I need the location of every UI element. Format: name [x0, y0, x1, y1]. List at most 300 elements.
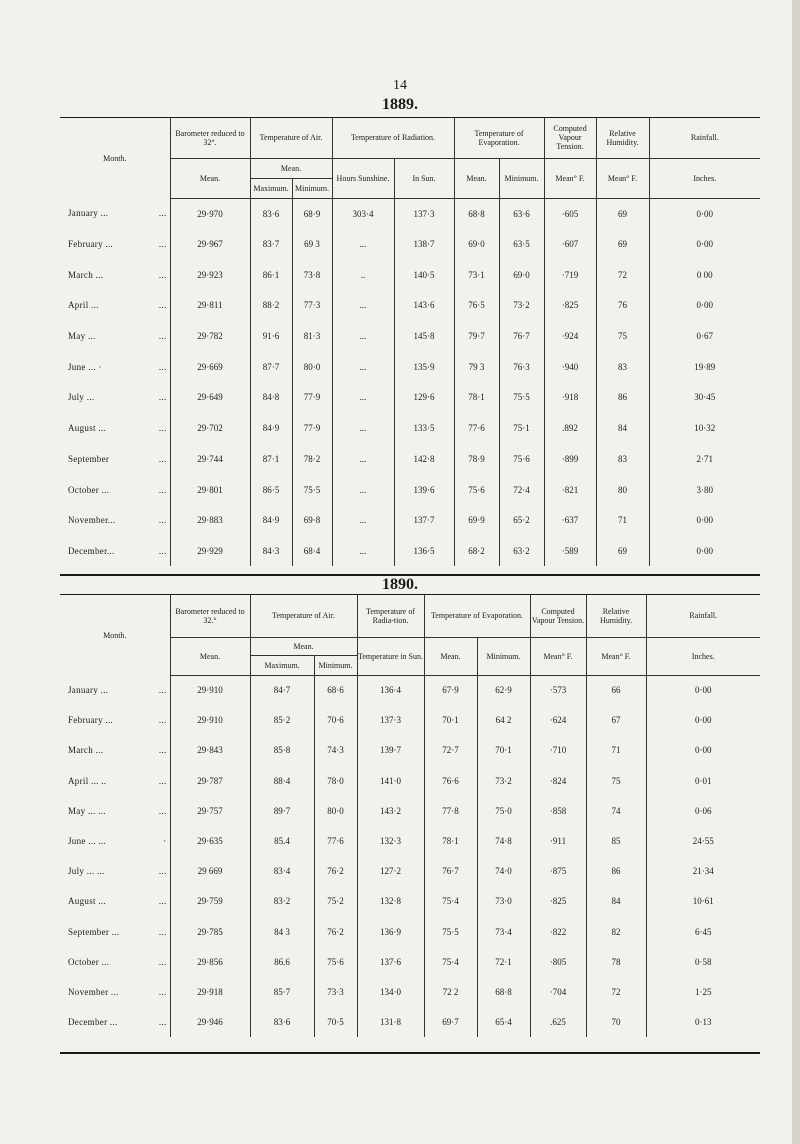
table-row — [60, 536, 760, 567]
table-row — [60, 444, 760, 475]
min-cell: 78·2 — [292, 444, 332, 475]
header-radiation: Temperature of Radia-tion. — [357, 595, 424, 637]
month-label: November ... — [68, 986, 119, 997]
rain-cell: 0·58 — [695, 956, 712, 967]
leader-dots: ... — [158, 239, 167, 250]
month-label: July ... ... — [68, 866, 105, 877]
vapour-cell: ·805 — [530, 947, 586, 977]
in-sun-cell: 139·6 — [394, 474, 454, 505]
evap-min-cell: 74·8 — [477, 826, 530, 856]
humidity-cell: 69 — [596, 198, 649, 229]
min-cell: 76·2 — [314, 917, 357, 947]
evap-min-cell: 73·2 — [499, 290, 544, 321]
header-evap-mean: Mean. — [454, 158, 499, 198]
leader-dots: ... — [158, 484, 167, 495]
vapour-cell: ·940 — [544, 351, 596, 382]
header-vapour: Computed Vapour Tension. — [544, 118, 596, 158]
month-cell — [60, 886, 170, 916]
table-row — [60, 977, 760, 1007]
month-label: December ... — [68, 1017, 118, 1028]
vapour-cell: ·825 — [530, 886, 586, 916]
in-sun-cell: 142·8 — [394, 444, 454, 475]
evap-mean-cell: 72 2 — [424, 977, 477, 1007]
evap-min-cell: 64 2 — [477, 705, 530, 735]
in-sun-cell: 141·0 — [357, 766, 424, 796]
header-temp-air: Temperature of Air. — [250, 118, 332, 158]
header-temp-in-sun: Temperature in Sun. — [357, 637, 424, 675]
table-row — [60, 675, 760, 705]
header-minimum: Minimum. — [314, 655, 357, 675]
header-rainfall: Rainfall. — [649, 118, 760, 158]
evap-min-cell: 75·6 — [499, 444, 544, 475]
humidity-cell: 83 — [596, 444, 649, 475]
sun-hours-cell: ... — [332, 444, 394, 475]
table-row — [60, 917, 760, 947]
month-label: March ... — [68, 745, 104, 756]
in-sun-cell: 137·6 — [357, 947, 424, 977]
min-cell: 77·3 — [292, 290, 332, 321]
vapour-cell: ·624 — [530, 705, 586, 735]
in-sun-cell: 137·3 — [357, 705, 424, 735]
humidity-cell: 78 — [586, 947, 646, 977]
leader-dots: ... — [158, 745, 167, 756]
baro-cell: 29·759 — [170, 886, 250, 916]
evap-mean-cell: 79 3 — [454, 351, 499, 382]
year-heading-1890: 1890. — [382, 576, 418, 593]
header-maximum: Maximum. — [250, 655, 314, 675]
month-label: May ... ... — [68, 805, 106, 816]
month-cell — [60, 536, 170, 567]
max-cell: 85·2 — [250, 705, 314, 735]
month-cell — [60, 796, 170, 826]
max-cell: 84·9 — [250, 505, 292, 536]
table-1889 — [60, 118, 760, 566]
evap-mean-cell: 73·1 — [454, 259, 499, 290]
header-in-sun: In Sun. — [394, 158, 454, 198]
mid-rule — [60, 574, 760, 576]
sun-hours-cell: 303·4 — [332, 198, 394, 229]
leader-dots: ... — [158, 896, 167, 907]
humidity-cell: 82 — [586, 917, 646, 947]
leader-dots: ... — [158, 866, 167, 877]
table-row — [60, 413, 760, 444]
in-sun-cell: 136·5 — [394, 536, 454, 567]
humidity-cell: 83 — [596, 351, 649, 382]
month-cell — [60, 229, 170, 260]
humidity-cell: 70 — [586, 1007, 646, 1037]
leader-dots: ... — [158, 208, 167, 219]
sun-hours-cell: ... — [332, 413, 394, 444]
header-rainfall: Rainfall. — [646, 595, 760, 637]
header-maximum: Maximum. — [250, 178, 292, 198]
vapour-cell: ·821 — [544, 474, 596, 505]
evap-min-cell: 65·4 — [477, 1007, 530, 1037]
rain-cell: 0·13 — [695, 1017, 712, 1028]
month-label: October ... — [68, 484, 110, 495]
baro-cell: 29·929 — [170, 536, 250, 567]
leader-dots: ... — [158, 515, 167, 526]
humidity-cell: 84 — [586, 886, 646, 916]
month-label: January ... — [68, 685, 109, 696]
month-cell — [60, 1007, 170, 1037]
evap-mean-cell: 76·5 — [454, 290, 499, 321]
humidity-cell: 75 — [586, 766, 646, 796]
baro-cell: 29·801 — [170, 474, 250, 505]
header-baro-mean: Mean. — [170, 158, 250, 198]
max-cell: 84·7 — [250, 675, 314, 705]
evap-mean-cell: 75·4 — [424, 886, 477, 916]
evap-min-cell: 73·0 — [477, 886, 530, 916]
humidity-cell: 86 — [586, 856, 646, 886]
rain-cell: 0·06 — [695, 805, 712, 816]
min-cell: 68·9 — [292, 198, 332, 229]
month-cell — [60, 766, 170, 796]
evap-min-cell: 72·1 — [477, 947, 530, 977]
humidity-cell: 85 — [586, 826, 646, 856]
evap-min-cell: 62·9 — [477, 675, 530, 705]
leader-dots: ... — [158, 361, 167, 372]
max-cell: 84·3 — [250, 536, 292, 567]
rain-cell: 0·00 — [696, 239, 714, 250]
month-cell — [60, 198, 170, 229]
table-1890 — [60, 595, 760, 1037]
humidity-cell: 69 — [596, 229, 649, 260]
baro-cell: 29·883 — [170, 505, 250, 536]
in-sun-cell: 136·4 — [357, 675, 424, 705]
vapour-cell: ·825 — [544, 290, 596, 321]
in-sun-cell: 134·0 — [357, 977, 424, 1007]
evap-mean-cell: 76·7 — [424, 856, 477, 886]
evap-mean-cell: 75·4 — [424, 947, 477, 977]
in-sun-cell: 145·8 — [394, 321, 454, 352]
min-cell: 81·3 — [292, 321, 332, 352]
rain-cell: 0 00 — [696, 269, 713, 280]
evap-min-cell: 73·2 — [477, 766, 530, 796]
vapour-cell: ·719 — [544, 259, 596, 290]
month-cell — [60, 444, 170, 475]
humidity-cell: 71 — [586, 735, 646, 765]
sun-hours-cell: ... — [332, 536, 394, 567]
evap-mean-cell: 75·6 — [454, 474, 499, 505]
rain-cell: 19·89 — [694, 361, 716, 372]
month-label: November... — [68, 515, 116, 526]
baro-cell: 29 669 — [170, 856, 250, 886]
max-cell: 85.4 — [250, 826, 314, 856]
header-humidity: Relative Humidity. — [586, 595, 646, 637]
rain-cell: 0·67 — [696, 331, 714, 342]
evap-mean-cell: 72·7 — [424, 735, 477, 765]
max-cell: 84·9 — [250, 413, 292, 444]
vapour-cell: ·589 — [544, 536, 596, 567]
rain-cell: 0·01 — [695, 775, 712, 786]
min-cell: 80·0 — [314, 796, 357, 826]
header-air-mean: Mean. — [250, 158, 332, 178]
evap-min-cell: 75·0 — [477, 796, 530, 826]
max-cell: 84·8 — [250, 382, 292, 413]
max-cell: 88·2 — [250, 290, 292, 321]
evap-min-cell: 76·3 — [499, 351, 544, 382]
max-cell: 83·2 — [250, 886, 314, 916]
month-cell — [60, 977, 170, 1007]
min-cell: 69·8 — [292, 505, 332, 536]
baro-cell: 29·946 — [170, 1007, 250, 1037]
vapour-cell: ·637 — [544, 505, 596, 536]
max-cell: 83·6 — [250, 198, 292, 229]
month-label: April ... .. — [68, 775, 107, 786]
month-cell — [60, 259, 170, 290]
evap-min-cell: 69·0 — [499, 259, 544, 290]
in-sun-cell: 143·2 — [357, 796, 424, 826]
evap-mean-cell: 69·9 — [454, 505, 499, 536]
month-cell — [60, 856, 170, 886]
table-row — [60, 796, 760, 826]
in-sun-cell: 137·3 — [394, 198, 454, 229]
month-cell — [60, 290, 170, 321]
min-cell: 74·3 — [314, 735, 357, 765]
month-cell — [60, 321, 170, 352]
min-cell: 68·4 — [292, 536, 332, 567]
max-cell: 85·7 — [250, 977, 314, 1007]
header-barometer: Barometer reduced to 32°. — [170, 118, 250, 158]
table-row — [60, 351, 760, 382]
table-row — [60, 259, 760, 290]
baro-cell: 29·757 — [170, 796, 250, 826]
baro-cell: 29·702 — [170, 413, 250, 444]
in-sun-cell: 129·6 — [394, 382, 454, 413]
rain-cell: 2·71 — [696, 453, 714, 464]
vapour-cell: .892 — [544, 413, 596, 444]
header-rainfall-sub: Inches. — [646, 637, 760, 675]
max-cell: 84 3 — [250, 917, 314, 947]
vapour-cell: ·911 — [530, 826, 586, 856]
month-label: September — [68, 453, 110, 464]
min-cell: 77·9 — [292, 413, 332, 444]
table-row — [60, 735, 760, 765]
min-cell: 69 3 — [292, 229, 332, 260]
month-label: April ... — [68, 300, 99, 311]
leader-dots: ... — [158, 331, 167, 342]
month-cell — [60, 917, 170, 947]
evap-min-cell: 63·2 — [499, 536, 544, 567]
rain-cell: 21·34 — [692, 866, 714, 877]
table-row — [60, 321, 760, 352]
rain-cell: 3·80 — [696, 484, 714, 495]
min-cell: 75·6 — [314, 947, 357, 977]
sun-hours-cell: ... — [332, 290, 394, 321]
month-cell — [60, 947, 170, 977]
rain-cell: 1·25 — [695, 986, 712, 997]
table-row — [60, 474, 760, 505]
in-sun-cell: 127·2 — [357, 856, 424, 886]
humidity-cell: 69 — [596, 536, 649, 567]
max-cell: 87·7 — [250, 351, 292, 382]
sun-hours-cell: ... — [332, 321, 394, 352]
evap-mean-cell: 79·7 — [454, 321, 499, 352]
baro-cell: 29·910 — [170, 705, 250, 735]
max-cell: 86·5 — [250, 474, 292, 505]
vapour-cell: ·573 — [530, 675, 586, 705]
evap-mean-cell: 78·1 — [454, 382, 499, 413]
page-edge — [792, 0, 800, 1144]
evap-mean-cell: 67·9 — [424, 675, 477, 705]
month-label: September ... — [68, 926, 120, 937]
rain-cell: 0·00 — [695, 685, 712, 696]
header-month: Month. — [60, 118, 170, 198]
month-label: May ... — [68, 331, 96, 342]
max-cell: 91·6 — [250, 321, 292, 352]
evap-min-cell: 76·7 — [499, 321, 544, 352]
month-label: January ... — [68, 208, 109, 219]
leader-dots: ... — [158, 423, 167, 434]
evap-mean-cell: 78·1 — [424, 826, 477, 856]
month-label: July ... — [68, 392, 95, 403]
humidity-cell: 74 — [586, 796, 646, 826]
page-number: 14 — [393, 78, 407, 93]
evap-min-cell: 63·6 — [499, 198, 544, 229]
leader-dots: ... — [158, 715, 167, 726]
sun-hours-cell: ... — [332, 382, 394, 413]
leader-dots: ... — [158, 1017, 167, 1028]
table-row — [60, 856, 760, 886]
month-cell — [60, 382, 170, 413]
evap-mean-cell: 77·6 — [454, 413, 499, 444]
baro-cell: 29·744 — [170, 444, 250, 475]
vapour-cell: ·710 — [530, 735, 586, 765]
evap-mean-cell: 70·1 — [424, 705, 477, 735]
table-row — [60, 886, 760, 916]
month-label: June ... ... — [68, 836, 107, 847]
header-air-mean: Mean. — [250, 637, 357, 655]
max-cell: 83·4 — [250, 856, 314, 886]
leader-dots: ... — [158, 775, 167, 786]
month-label: August ... — [68, 423, 107, 434]
max-cell: 83·7 — [250, 229, 292, 260]
month-cell — [60, 826, 170, 856]
in-sun-cell: 140·5 — [394, 259, 454, 290]
baro-cell: 29·970 — [170, 198, 250, 229]
in-sun-cell: 143·6 — [394, 290, 454, 321]
sun-hours-cell: ... — [332, 351, 394, 382]
humidity-cell: 72 — [586, 977, 646, 1007]
month-cell — [60, 735, 170, 765]
evap-min-cell: 68·8 — [477, 977, 530, 1007]
humidity-cell: 75 — [596, 321, 649, 352]
evap-mean-cell: 68·8 — [454, 198, 499, 229]
max-cell: 85·8 — [250, 735, 314, 765]
max-cell: 86·1 — [250, 259, 292, 290]
min-cell: 80·0 — [292, 351, 332, 382]
table-row — [60, 198, 760, 229]
humidity-cell: 76 — [596, 290, 649, 321]
sun-hours-cell: ... — [332, 229, 394, 260]
table-row — [60, 505, 760, 536]
table-row — [60, 290, 760, 321]
rain-cell: 24·55 — [692, 836, 714, 847]
min-cell: 77·6 — [314, 826, 357, 856]
rain-cell: 0·00 — [696, 208, 714, 219]
in-sun-cell: 131·8 — [357, 1007, 424, 1037]
humidity-cell: 67 — [586, 705, 646, 735]
min-cell: 70·5 — [314, 1007, 357, 1037]
rain-cell: 0·00 — [695, 745, 712, 756]
table-row — [60, 382, 760, 413]
evap-mean-cell: 78·9 — [454, 444, 499, 475]
baro-cell: 29·923 — [170, 259, 250, 290]
rain-cell: 10·32 — [694, 423, 716, 434]
month-label: February ... — [68, 715, 114, 726]
min-cell: 68·6 — [314, 675, 357, 705]
rain-cell: 0·00 — [696, 300, 714, 311]
month-cell — [60, 474, 170, 505]
max-cell: 89·7 — [250, 796, 314, 826]
table-row — [60, 826, 760, 856]
baro-cell: 29·843 — [170, 735, 250, 765]
humidity-cell: 66 — [586, 675, 646, 705]
in-sun-cell: 133·5 — [394, 413, 454, 444]
humidity-cell: 84 — [596, 413, 649, 444]
table-row — [60, 705, 760, 735]
evap-mean-cell: 76·6 — [424, 766, 477, 796]
month-label: October ... — [68, 956, 110, 967]
humidity-cell: 71 — [596, 505, 649, 536]
baro-cell: 29·649 — [170, 382, 250, 413]
vapour-cell: ·899 — [544, 444, 596, 475]
rain-cell: 30·45 — [694, 392, 716, 403]
header-evap-mean: Mean. — [424, 637, 477, 675]
month-cell — [60, 705, 170, 735]
humidity-cell: 72 — [596, 259, 649, 290]
min-cell: 75·5 — [292, 474, 332, 505]
in-sun-cell: 135·9 — [394, 351, 454, 382]
month-cell — [60, 413, 170, 444]
rain-cell: 6·45 — [695, 926, 712, 937]
vapour-cell: ·858 — [530, 796, 586, 826]
evap-mean-cell: 75·5 — [424, 917, 477, 947]
month-cell — [60, 675, 170, 705]
humidity-cell: 86 — [596, 382, 649, 413]
evap-min-cell: 74·0 — [477, 856, 530, 886]
header-temp-air: Temperature of Air. — [250, 595, 357, 637]
in-sun-cell: 132·3 — [357, 826, 424, 856]
vapour-cell: .625 — [530, 1007, 586, 1037]
table-row — [60, 229, 760, 260]
max-cell: 86.6 — [250, 947, 314, 977]
leader-dots: ... — [158, 545, 167, 556]
vapour-cell: ·822 — [530, 917, 586, 947]
baro-cell: 29·782 — [170, 321, 250, 352]
header-evap-min: Minimum. — [477, 637, 530, 675]
baro-cell: 29·856 — [170, 947, 250, 977]
min-cell: 73·8 — [292, 259, 332, 290]
header-humidity-sub: Mean° F. — [586, 637, 646, 675]
month-label: August ... — [68, 896, 107, 907]
leader-dots: ... — [158, 926, 167, 937]
evap-min-cell: 75·1 — [499, 413, 544, 444]
rain-cell: 10·61 — [692, 896, 714, 907]
leader-dots: · — [163, 836, 167, 847]
evap-mean-cell: 77·8 — [424, 796, 477, 826]
max-cell: 83·6 — [250, 1007, 314, 1037]
min-cell: 78·0 — [314, 766, 357, 796]
leader-dots: ... — [158, 453, 167, 464]
vapour-cell: ·607 — [544, 229, 596, 260]
header-rainfall-sub: Inches. — [649, 158, 760, 198]
leader-dots: ... — [158, 392, 167, 403]
baro-cell: 29·635 — [170, 826, 250, 856]
leader-dots: ... — [158, 685, 167, 696]
month-label: March ... — [68, 269, 104, 280]
table-row — [60, 1007, 760, 1037]
